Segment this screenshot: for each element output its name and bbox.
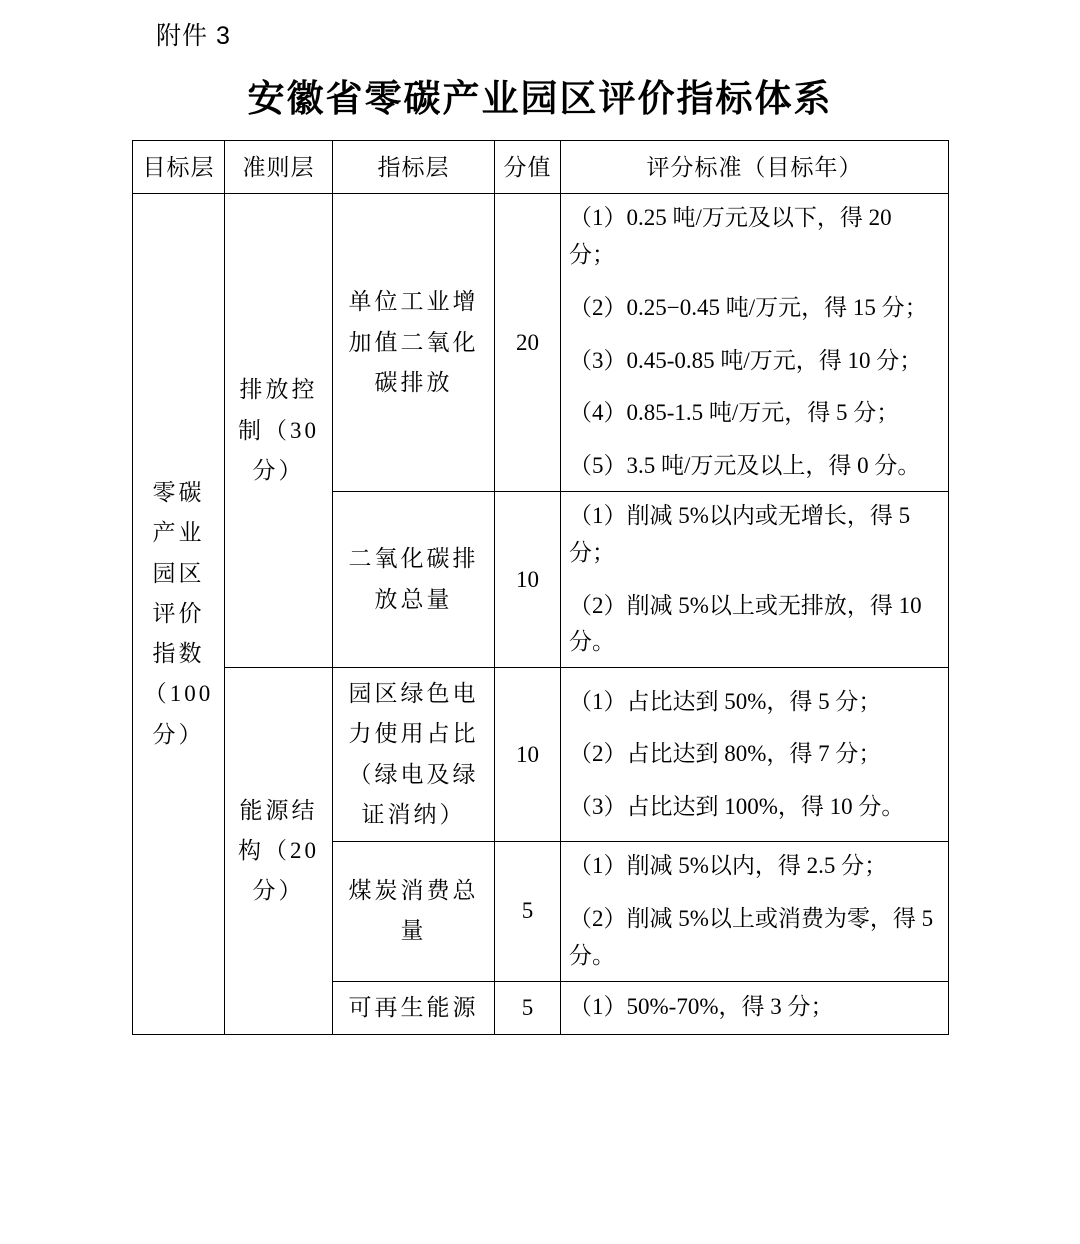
rule-line: （3）占比达到 100%，得 10 分。 <box>569 794 905 820</box>
rule-cell <box>561 194 949 492</box>
score-cell: 5 <box>495 842 561 981</box>
rule-cell <box>561 842 949 981</box>
rule-line: （1）占比达到 50%，得 5 分； <box>569 688 882 714</box>
evaluation-index-table <box>132 140 949 1035</box>
indicator-cell-carbon-per-value-added: 单位工业增加值二氧化碳排放 <box>333 194 495 492</box>
column-header-goal-layer: 目标层 <box>133 141 225 194</box>
rule-line: （2）削减 5%以上或消费为零，得 5 分。 <box>569 906 934 968</box>
score-cell: 10 <box>495 668 561 842</box>
score-cell: 5 <box>495 981 561 1034</box>
column-header-scoring-rule: 评分标准（目标年） <box>561 141 949 194</box>
goal-layer-cell: 零碳产业园区评价指数（100 分） <box>133 194 225 1035</box>
rule-line: （2）削减 5%以上或无排放，得 10 分。 <box>569 592 922 655</box>
rule-line: （1）0.25 吨/万元及以下，得 20 分； <box>569 205 892 268</box>
score-cell: 20 <box>495 194 561 492</box>
rule-cell <box>561 492 949 668</box>
rule-line: （1）削减 5%以内或无增长，得 5 分； <box>569 503 911 565</box>
rule-line: （5）3.5 吨/万元及以上，得 0 分。 <box>569 453 921 479</box>
rule-line: （2）占比达到 80%，得 7 分； <box>569 741 882 767</box>
table-row <box>133 194 949 492</box>
table-header-row <box>133 141 949 194</box>
column-header-score: 分值 <box>495 141 561 194</box>
rule-line: （1）50%-70%，得 3 分； <box>569 994 834 1020</box>
rule-line: （3）0.45-0.85 吨/万元，得 10 分； <box>569 347 923 373</box>
rule-line: （1）削减 5%以内，得 2.5 分； <box>569 853 888 879</box>
column-header-criteria-layer: 准则层 <box>225 141 333 194</box>
table-row <box>133 668 949 842</box>
indicator-cell-green-power-share: 园区绿色电力使用占比（绿电及绿证消纳） <box>333 668 495 842</box>
rule-cell <box>561 668 949 842</box>
criteria-cell-emission-control: 排放控制（30 分） <box>225 194 333 668</box>
indicator-cell-coal-consumption: 煤炭消费总量 <box>333 842 495 981</box>
rule-line: （2）0.25−0.45 吨/万元，得 15 分； <box>569 294 928 320</box>
indicator-cell-renewable-energy: 可再生能源 <box>333 981 495 1034</box>
attachment-label: 附件 3 <box>156 22 231 50</box>
column-header-indicator-layer: 指标层 <box>333 141 495 194</box>
criteria-cell-energy-structure: 能源结构（20 分） <box>225 668 333 1035</box>
rule-line: （4）0.85-1.5 吨/万元，得 5 分； <box>569 400 900 426</box>
score-cell: 10 <box>495 492 561 668</box>
page-title: 安徽省零碳产业园区评价指标体系 <box>247 78 833 119</box>
indicator-cell-total-carbon-emission: 二氧化碳排放总量 <box>333 492 495 668</box>
rule-cell <box>561 981 949 1034</box>
